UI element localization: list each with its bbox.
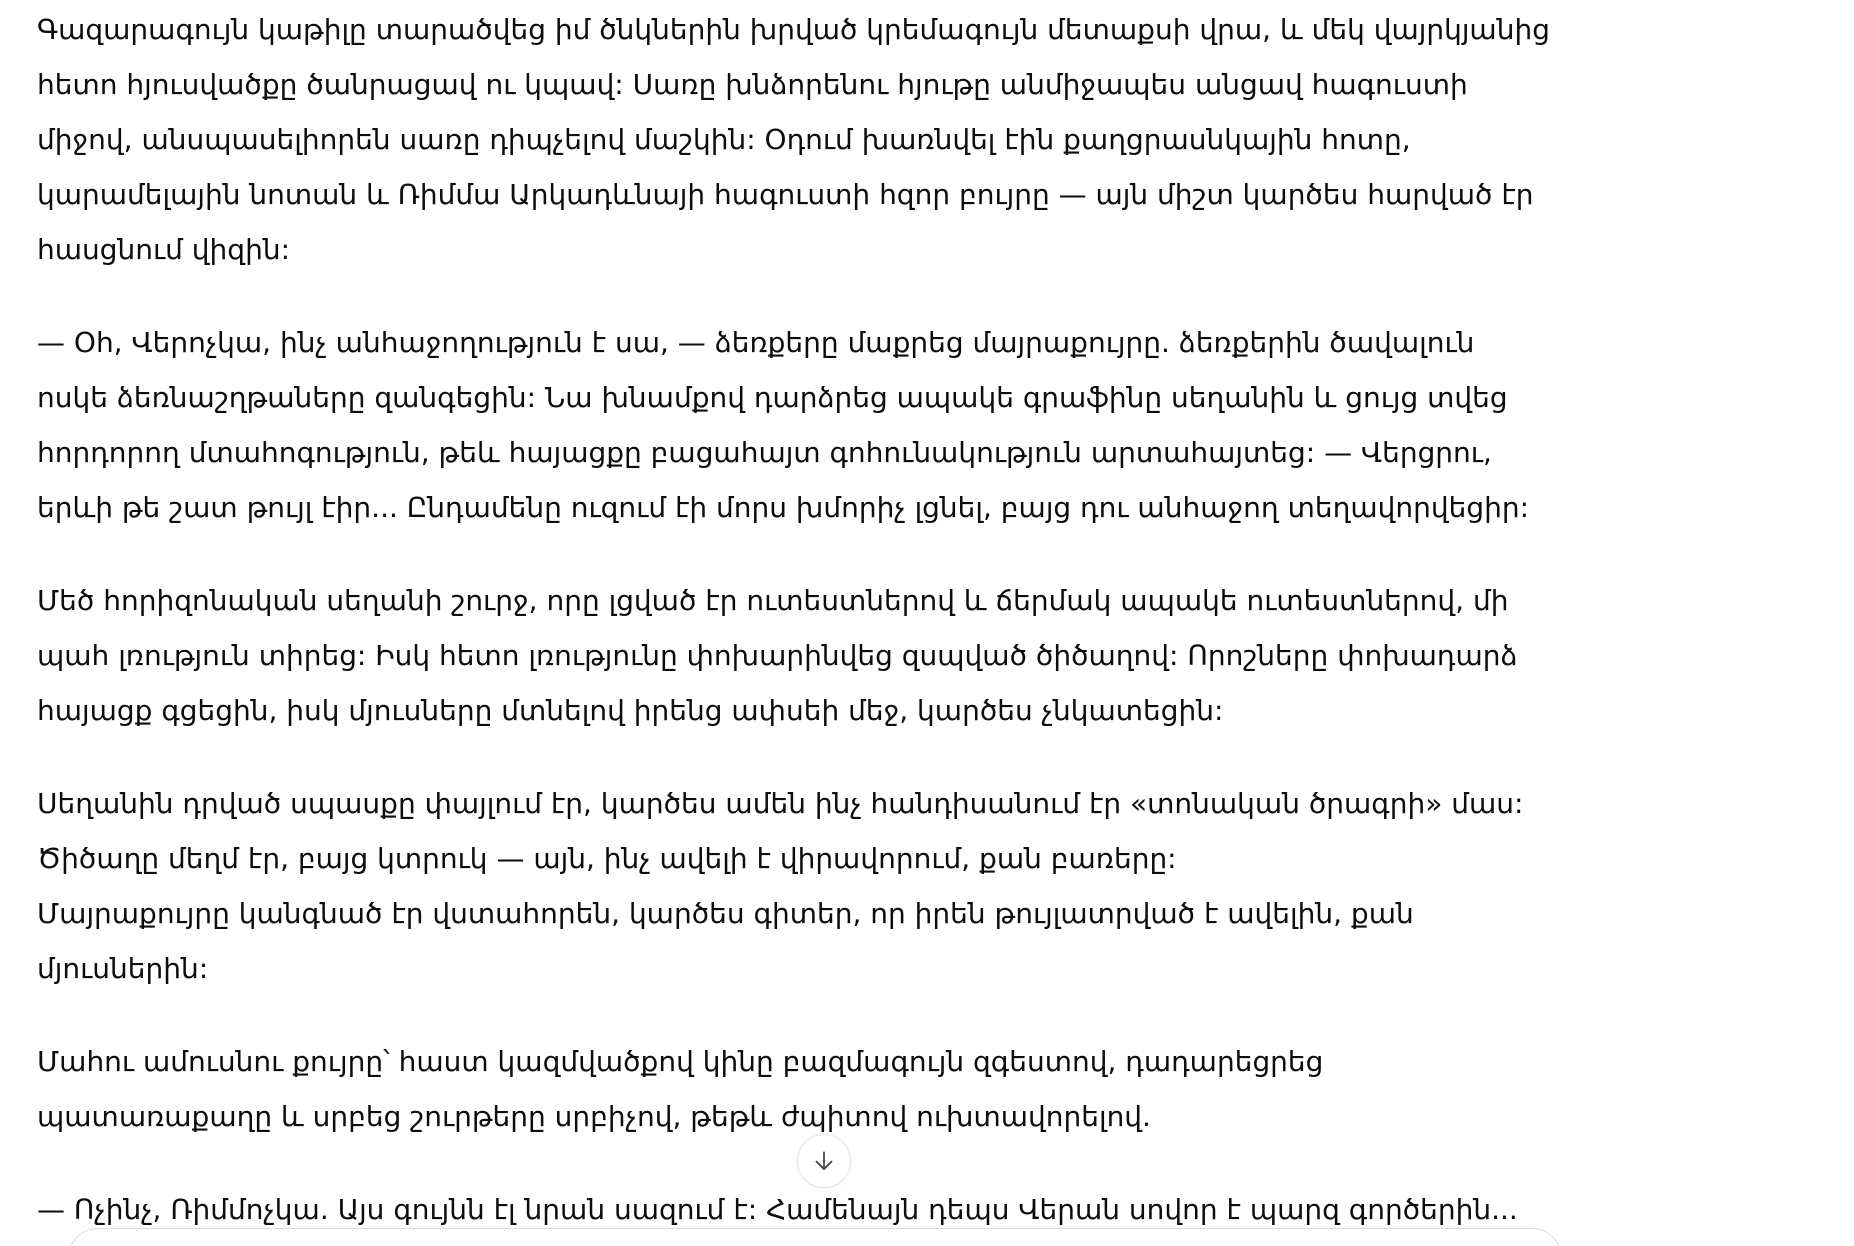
text-line: Մայրաքույրը կանգնած էր վստահորեն, կարծես գիտեր, որ իրեն թույլատրված է ավելին, քան (37, 897, 1414, 930)
text-line: ոսկե ձեռնաշղթաները զանգեցին: Նա խնամքով դարձրեց ապակե գրաֆինը սեղանին և ցույց տվեց (37, 381, 1508, 414)
scroll-to-bottom-button[interactable] (797, 1134, 851, 1188)
chat-input-composer[interactable] (68, 1228, 1562, 1246)
text-line: հորդորող մտահոգություն, թեև հայացքը բացահայտ գոհունակություն արտահայտեց: — Վերցրու, (37, 436, 1492, 469)
text-line: Մահու ամուսնու քույրը՝ հաստ կազմվածքով կինը բազմագույն զգեստով, դադարեցրեց (37, 1045, 1324, 1078)
text-line: Ծիծաղը մեղմ էր, բայց կտրուկ — այն, ինչ ավելի է վիրավորում, քան բառերը: (37, 842, 1177, 875)
text-line: միջով, անսպասելիորեն սառը դիպչելով մաշկին: Օդում խառնվել էին քաղցրասնկային հոտը, (37, 123, 1411, 156)
message-paragraph (37, 776, 1827, 996)
text-line: — Օհ, Վերոչկա, ինչ անհաջողություն է սա, — ձեռքերը մաքրեց մայրաքույրը. ձեռքերին ծավալուն (37, 326, 1475, 359)
text-line: Մեծ հորիզոնական սեղանի շուրջ, որը լցված էր ուտեստներով և ճերմակ ապակե ուտեստներով, մի (37, 584, 1509, 617)
text-line: Սեղանին դրված սպասքը փայլում էր, կարծես ամեն ինչ հանդիսանում էր «տոնական ծրագրի» մաս: (37, 787, 1524, 820)
text-line: կարամելային նոտան և Ռիմմա Արկադևնայի հագուստի հզոր բույրը — այն միշտ կարծես հարված էր (37, 178, 1534, 211)
arrow-down-icon (811, 1148, 837, 1174)
message-paragraph (37, 2, 1827, 277)
message-paragraph (37, 315, 1827, 535)
text-line: հետո հյուսվածքը ծանրացավ ու կպավ: Սառը խնձորենու հյութը անմիջապես անցավ հագուստի (37, 68, 1468, 101)
text-line: — Ոչինչ, Ռիմմոչկա. Այս գույնն էլ նրան սազում է: Համենայն դեպս Վերան սովոր է պարզ գործերին... (37, 1193, 1518, 1226)
message-paragraph (37, 573, 1827, 738)
text-line: հասցնում վիզին: (37, 233, 290, 266)
text-line: պահ լռություն տիրեց: Իսկ հետո լռությունը փոխարինվեց զսպված ծիծաղով: Որոշները փոխադարձ (37, 639, 1518, 672)
text-line: մյուսներին: (37, 952, 209, 985)
text-line: Գազարագույն կաթիլը տարածվեց իմ ծնկներին խրված կրեմագույն մետաքսի վրա, և մեկ վայրկյանից (37, 13, 1550, 46)
text-line: երևի թե շատ թույլ էիր... Ընդամենը ուզում էի մորս խմորիչ լցնել, բայց դու անհաջող տեղավորվեցիր: (37, 491, 1529, 524)
assistant-message (37, 2, 1827, 1246)
text-line: պատառաքաղը և սրբեց շուրթերը սրբիչով, թեթև ժպիտով ուխտավորելով. (37, 1100, 1151, 1133)
message-paragraph (37, 1034, 1827, 1144)
text-line: հայացք գցեցին, իսկ մյուսները մտնելով իրենց ափսեի մեջ, կարծես չնկատեցին: (37, 694, 1224, 727)
